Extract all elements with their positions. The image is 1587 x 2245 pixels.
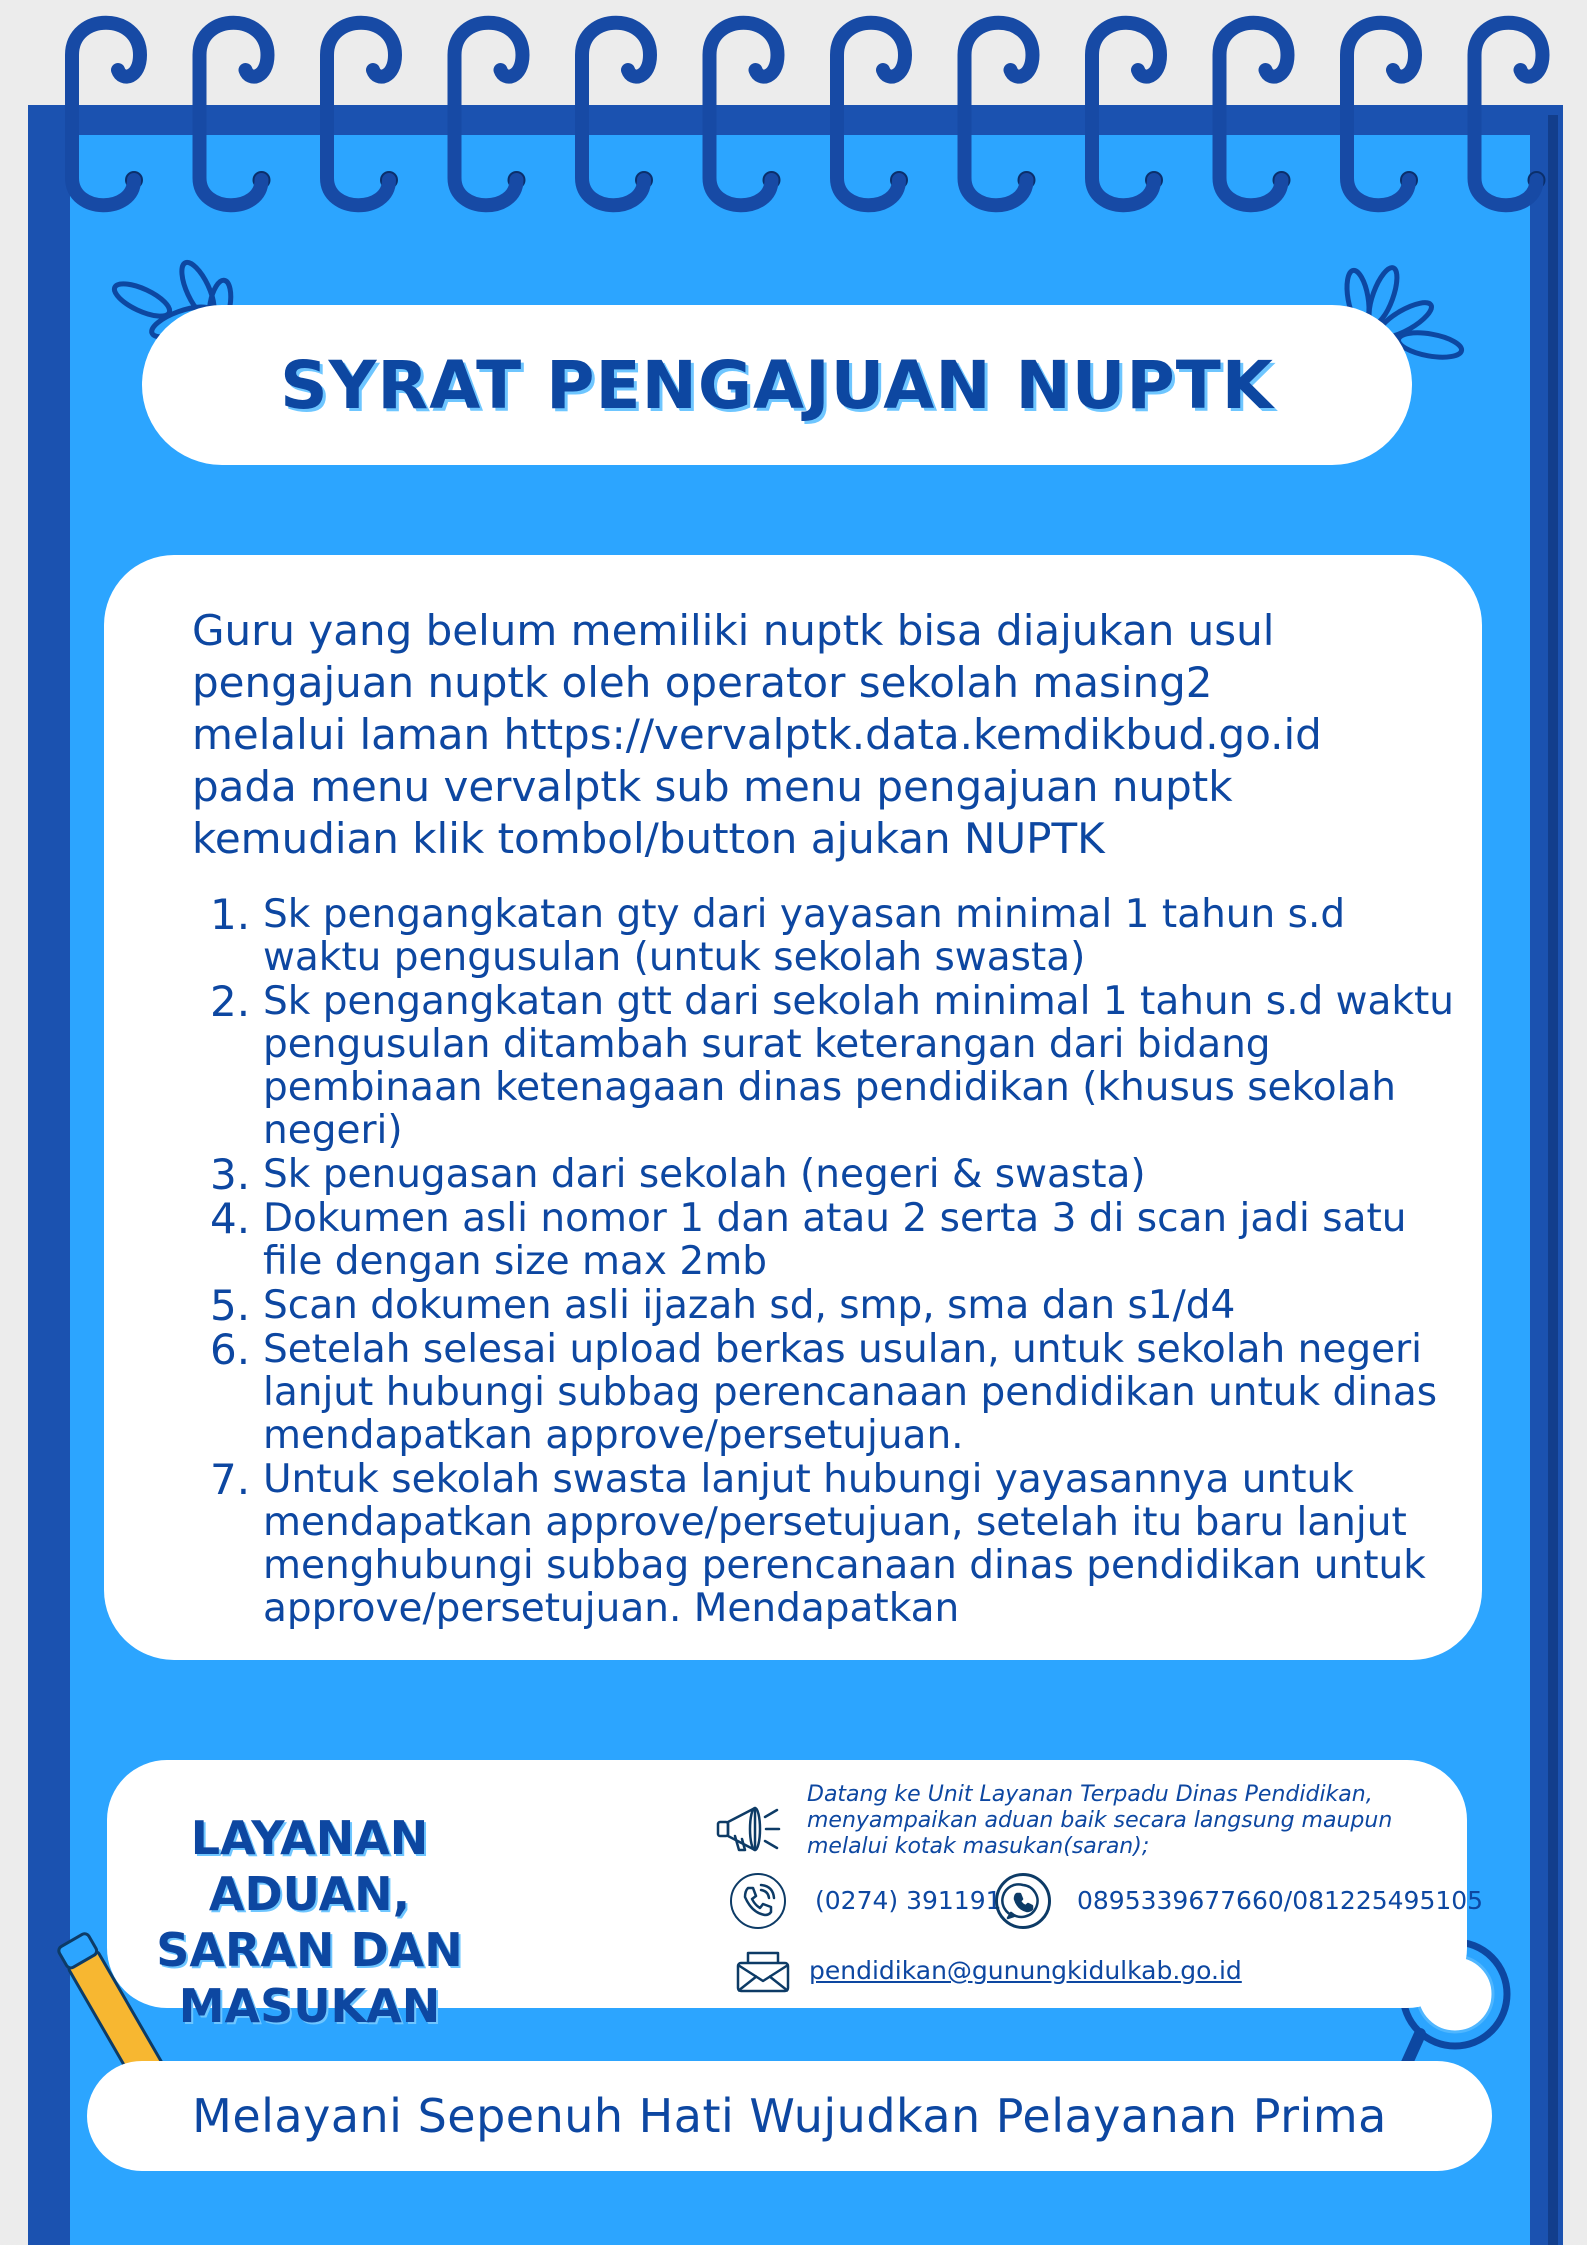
list-item [120,1194,1472,1284]
list-item-text: Sk pengangkatan gtt dari sekolah minimal 1 tahun s.d waktu pengusulan ditambah surat keterangan dari bidang pembinaan ketenagaan dinas pendidikan (khusus sekolah negeri) [263,979,1455,1153]
list-item-number: 3. [210,1150,251,1199]
list-item-number: 4. [210,1194,251,1243]
page-title: SYRAT PENGAJUAN NUPTK [280,346,1274,424]
contact-heading-line: MASUKAN [178,1979,441,2033]
contact-description-line: menyampaikan aduan baik secara langsung maupun [807,1808,1393,1833]
requirements-card [104,555,1482,1660]
list-item-text: Scan dokumen asli ijazah sd, smp, sma dan s1/d4 [263,1283,1236,1328]
list-item-text: Sk penugasan dari sekolah (negeri & swasta) [263,1152,1146,1197]
list-item-text: Sk pengangkatan gty dari yayasan minimal 1 tahun s.d waktu pengusulan (untuk sekolah swasta) [263,892,1346,980]
paper-edge [1548,115,1558,2245]
list-item-text: Setelah selesai upload berkas usulan, untuk sekolah negeri lanjut hubungi subbag perencanaan pendidikan untuk dinas mendapatkan approve/persetujuan. [263,1327,1438,1458]
list-item [120,1281,1472,1330]
list-item [120,1150,1472,1199]
list-item-text: Untuk sekolah swasta lanjut hubungi yayasannya untuk mendapatkan approve/persetujuan, setelah itu baru lanjut menghubungi subbag perencanaan dinas pendidikan untuk approve/persetujuan. Mendapatkan [263,1457,1426,1631]
intro-text [192,605,1462,865]
requirements-list [120,890,1472,1631]
list-item [120,1325,1472,1458]
list-item-number: 2. [210,977,251,1026]
intro-line: Guru yang belum memiliki nuptk bisa diajukan usul [192,606,1275,655]
list-item [120,977,1472,1153]
list-item [120,1455,1472,1631]
intro-line: pada menu vervalptk sub menu pengajuan nuptk [192,762,1233,811]
list-item-number: 5. [210,1281,251,1330]
list-item-text: Dokumen asli nomor 1 dan atau 2 serta 3 di scan jadi satu file dengan size max 2mb [263,1196,1407,1284]
contact-description [807,1782,1467,1860]
intro-line: melalui laman https://vervalptk.data.kemdikbud.go.id [192,710,1322,759]
email-icon [735,1949,791,1993]
phone-number: (0274) 391191 [815,1886,1002,1915]
list-item [120,890,1472,980]
phone-icon [730,1873,786,1929]
contact-heading-line: SARAN DAN [156,1923,463,1977]
contact-card [107,1760,1484,2033]
list-item-number: 7. [210,1455,251,1504]
title-banner [142,305,1412,465]
list-item-number: 1. [210,890,251,939]
tagline: Melayani Sepenuh Hati Wujudkan Pelayanan Prima [192,2089,1387,2143]
megaphone-icon [715,1800,793,1856]
contact-description-line: melalui kotak masukan(saran); [807,1834,1150,1859]
contact-heading [137,1810,482,2034]
intro-line: kemudian klik tombol/button ajukan NUPTK [192,814,1105,863]
intro-line: pengajuan nuptk oleh operator sekolah masing2 [192,658,1213,707]
contact-heading-line: LAYANAN ADUAN, [190,1811,429,1921]
list-item-number: 6. [210,1325,251,1374]
email-link[interactable]: pendidikan@gunungkidulkab.go.id [809,1956,1242,1985]
whatsapp-number: 0895339677660/081225495105 [1077,1886,1484,1915]
footer-banner [87,2061,1492,2171]
whatsapp-icon [995,1873,1051,1929]
contact-description-line: Datang ke Unit Layanan Terpadu Dinas Pendidikan, [807,1782,1373,1807]
